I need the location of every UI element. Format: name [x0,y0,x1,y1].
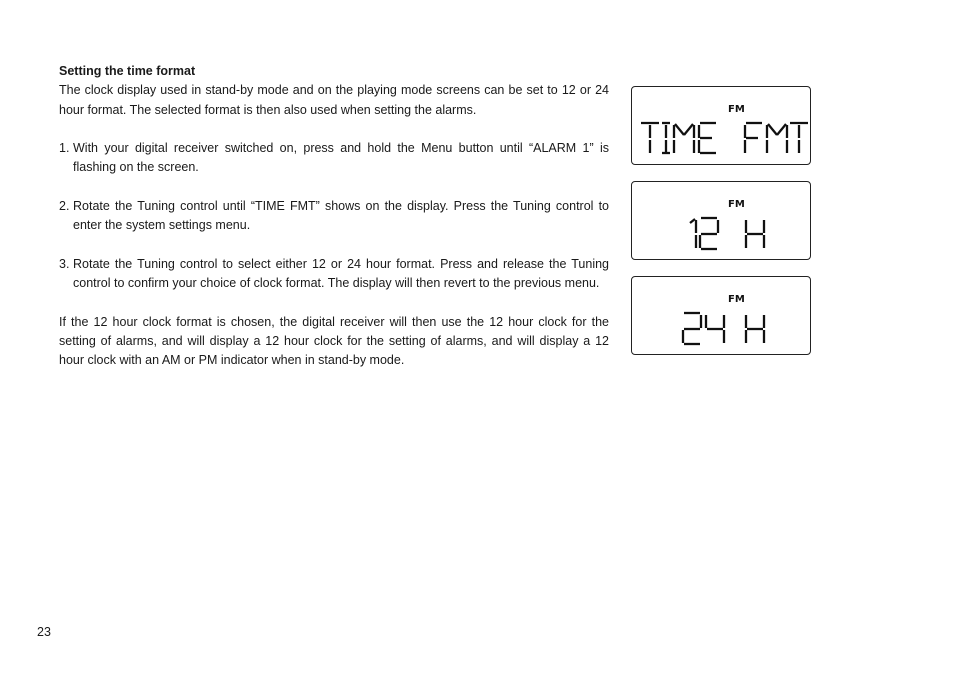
segment-text [683,313,764,344]
instructions-column [59,62,609,371]
step-number: 1. [59,141,70,156]
fm-indicator: FM [728,104,745,115]
step-text: Rotate the Tuning control to select either 12 or 24 hour format. Press and release the Tuning control to confirm your choice of clock format. The display will then revert to the previous menu. [73,256,609,291]
step-text: Rotate the Tuning control until “TIME FMT” shows on the display. Press the Tuning control to enter the system settings menu. [73,199,609,233]
page-number: 23 [37,625,51,639]
lcd-display-24h [631,276,811,355]
segment-text [690,218,764,249]
outro-paragraph: If the 12 hour clock format is chosen, the digital receiver will then use the 12 hour clock for the setting of alarms, and will display a 12 hour clock for the setting of alarms, and will display a 12 hour clock with an AM or PM indicator when in stand-by mode. [59,314,609,368]
section-heading: Setting the time format [59,64,196,78]
lcd-screen [632,182,812,261]
lcd-screen [632,277,812,356]
segment-text [641,123,808,153]
lcd-screen [632,87,812,166]
step-1 [59,139,609,178]
step-number: 2. [59,199,70,214]
step-text: With your digital receiver switched on, press and hold the Menu button until “ALARM 1” is flashing on the screen. [73,141,609,175]
intro-paragraph: The clock display used in stand-by mode and on the playing mode screens can be set to 12 or 24 hour format. The selected format is then also used when setting the alarms. [59,83,609,117]
step-2 [59,197,609,236]
lcd-display-12h [631,181,811,260]
step-3 [59,255,609,294]
lcd-display-time-fmt [631,86,811,165]
fm-indicator: FM [728,199,745,210]
fm-indicator: FM [728,294,745,305]
step-number: 3. [59,256,70,271]
